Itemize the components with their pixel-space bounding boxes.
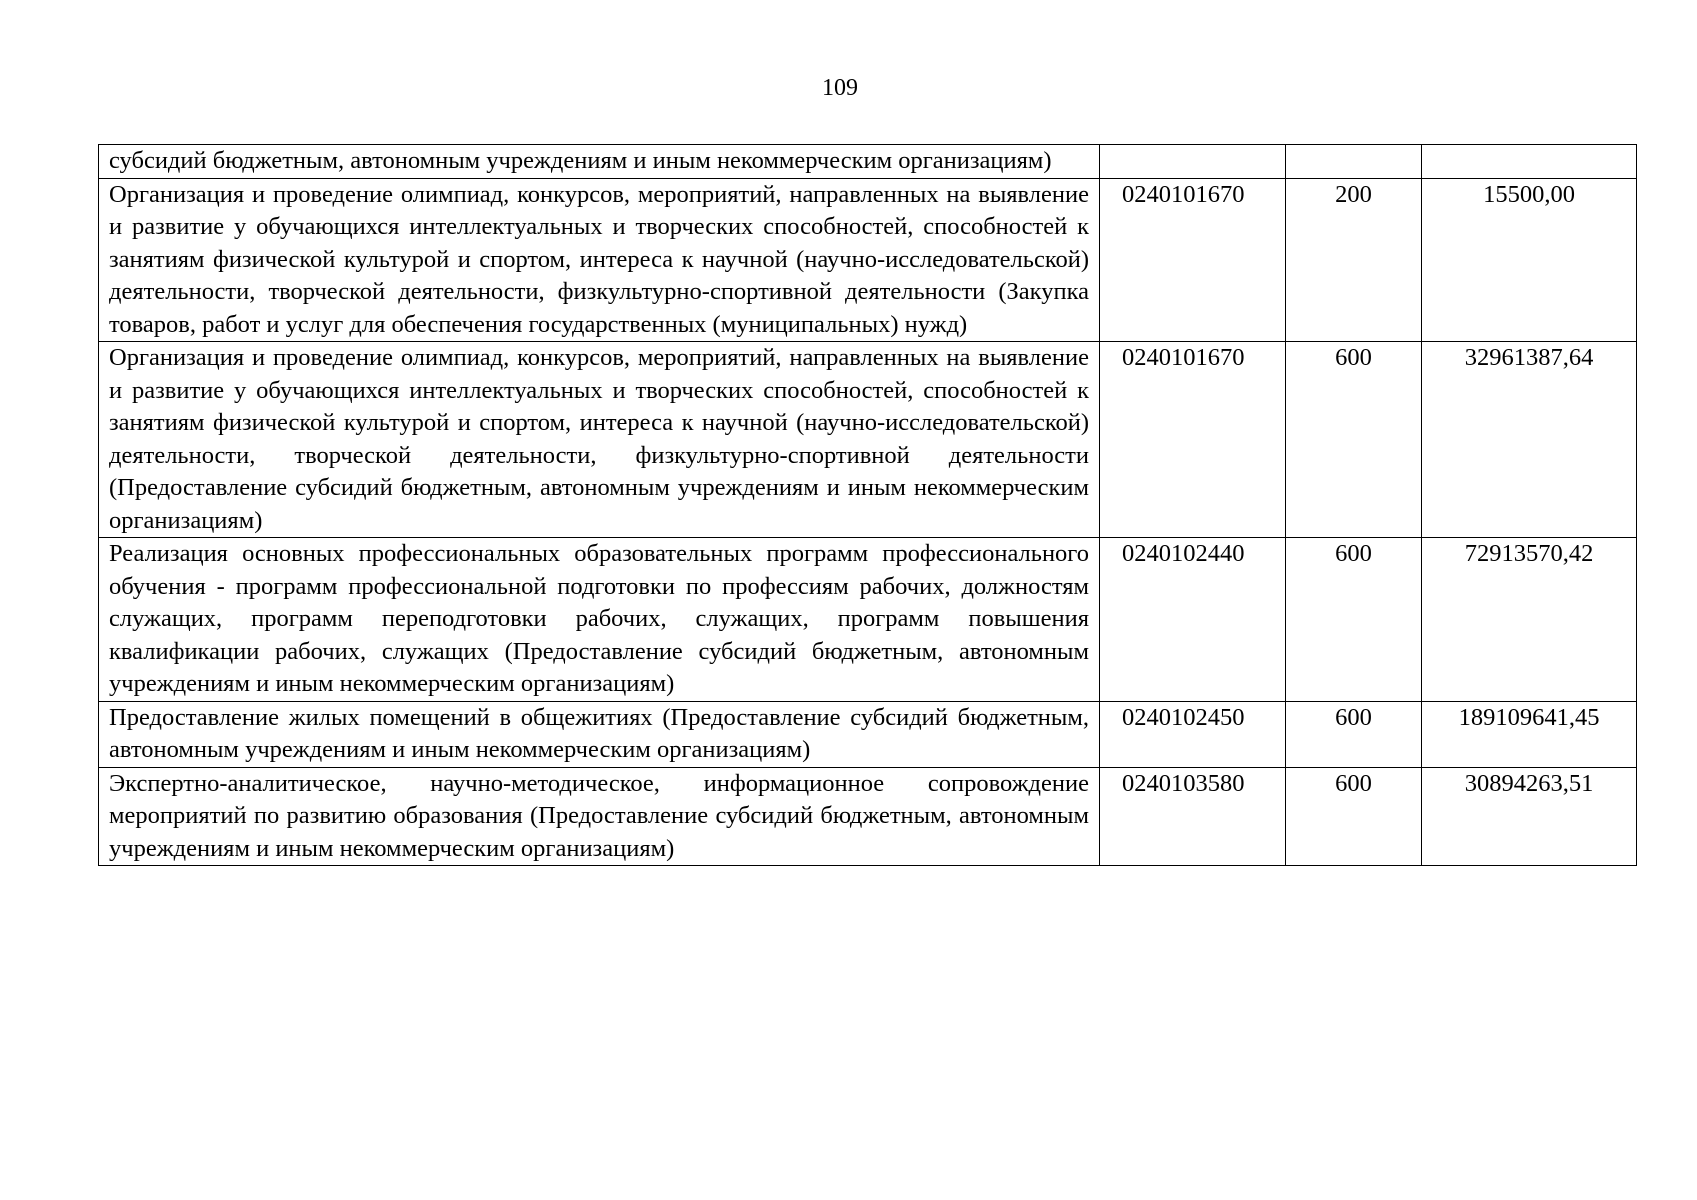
expense-name-cell: субсидий бюджетным, автономным учреждениям и иным некоммерческим организациям) [99,145,1100,179]
expense-name-cell: Экспертно-аналитическое, научно-методическое, информационное сопровождение мероприятий по развитию образования (Предоставление субсидий бюджетным, автономным учреждениям и иным некоммерческим организациям) [99,767,1100,866]
expense-type-cell: 600 [1286,701,1422,767]
amount-cell: 189109641,45 [1422,701,1637,767]
expense-name-cell: Организация и проведение олимпиад, конкурсов, мероприятий, направленных на выявление и развитие у обучающихся интеллектуальных и творческих способностей, способностей к занятиям физической культурой и спортом, интереса к научной (научно-исследовательской) деятельности, творческой деятельности, физкультурно-спортивной деятельности (Закупка товаров, работ и услуг для обеспечения государственных (муниципальных) нужд) [99,178,1100,342]
table-row [99,178,1637,342]
target-code-cell: 0240101670 [1100,178,1286,342]
target-code-cell: 0240102440 [1100,538,1286,702]
expense-type-cell: 600 [1286,538,1422,702]
target-code-cell [1100,145,1286,179]
target-code-cell: 0240103580 [1100,767,1286,866]
amount-cell: 15500,00 [1422,178,1637,342]
amount-cell [1422,145,1637,179]
page-number: 109 [822,75,858,101]
expense-name-cell: Организация и проведение олимпиад, конкурсов, мероприятий, направленных на выявление и развитие у обучающихся интеллектуальных и творческих способностей, способностей к занятиям физической культурой и спортом, интереса к научной (научно-исследовательской) деятельности, творческой деятельности, физкультурно-спортивной деятельности (Предоставление субсидий бюджетным, автономным учреждениям и иным некоммерческим организациям) [99,342,1100,538]
expense-type-cell: 600 [1286,342,1422,538]
table-row [99,342,1637,538]
amount-cell: 72913570,42 [1422,538,1637,702]
target-code-cell: 0240101670 [1100,342,1286,538]
table-row [99,145,1637,179]
table-row [99,767,1637,866]
expense-type-cell: 600 [1286,767,1422,866]
expense-name-cell: Предоставление жилых помещений в общежитиях (Предоставление субсидий бюджетным, автономным учреждениям и иным некоммерческим организациям) [99,701,1100,767]
expense-type-cell [1286,145,1422,179]
target-code-cell: 0240102450 [1100,701,1286,767]
expense-name-cell: Реализация основных профессиональных образовательных программ профессионального обучения - программ профессиональной подготовки по профессиям рабочих, должностям служащих, программ переподготовки рабочих, служащих, программ повышения квалификации рабочих, служащих (Предоставление субсидий бюджетным, автономным учреждениям и иным некоммерческим организациям) [99,538,1100,702]
table-row [99,701,1637,767]
amount-cell: 32961387,64 [1422,342,1637,538]
amount-cell: 30894263,51 [1422,767,1637,866]
budget-table [98,144,1637,866]
table-row [99,538,1637,702]
expense-type-cell: 200 [1286,178,1422,342]
